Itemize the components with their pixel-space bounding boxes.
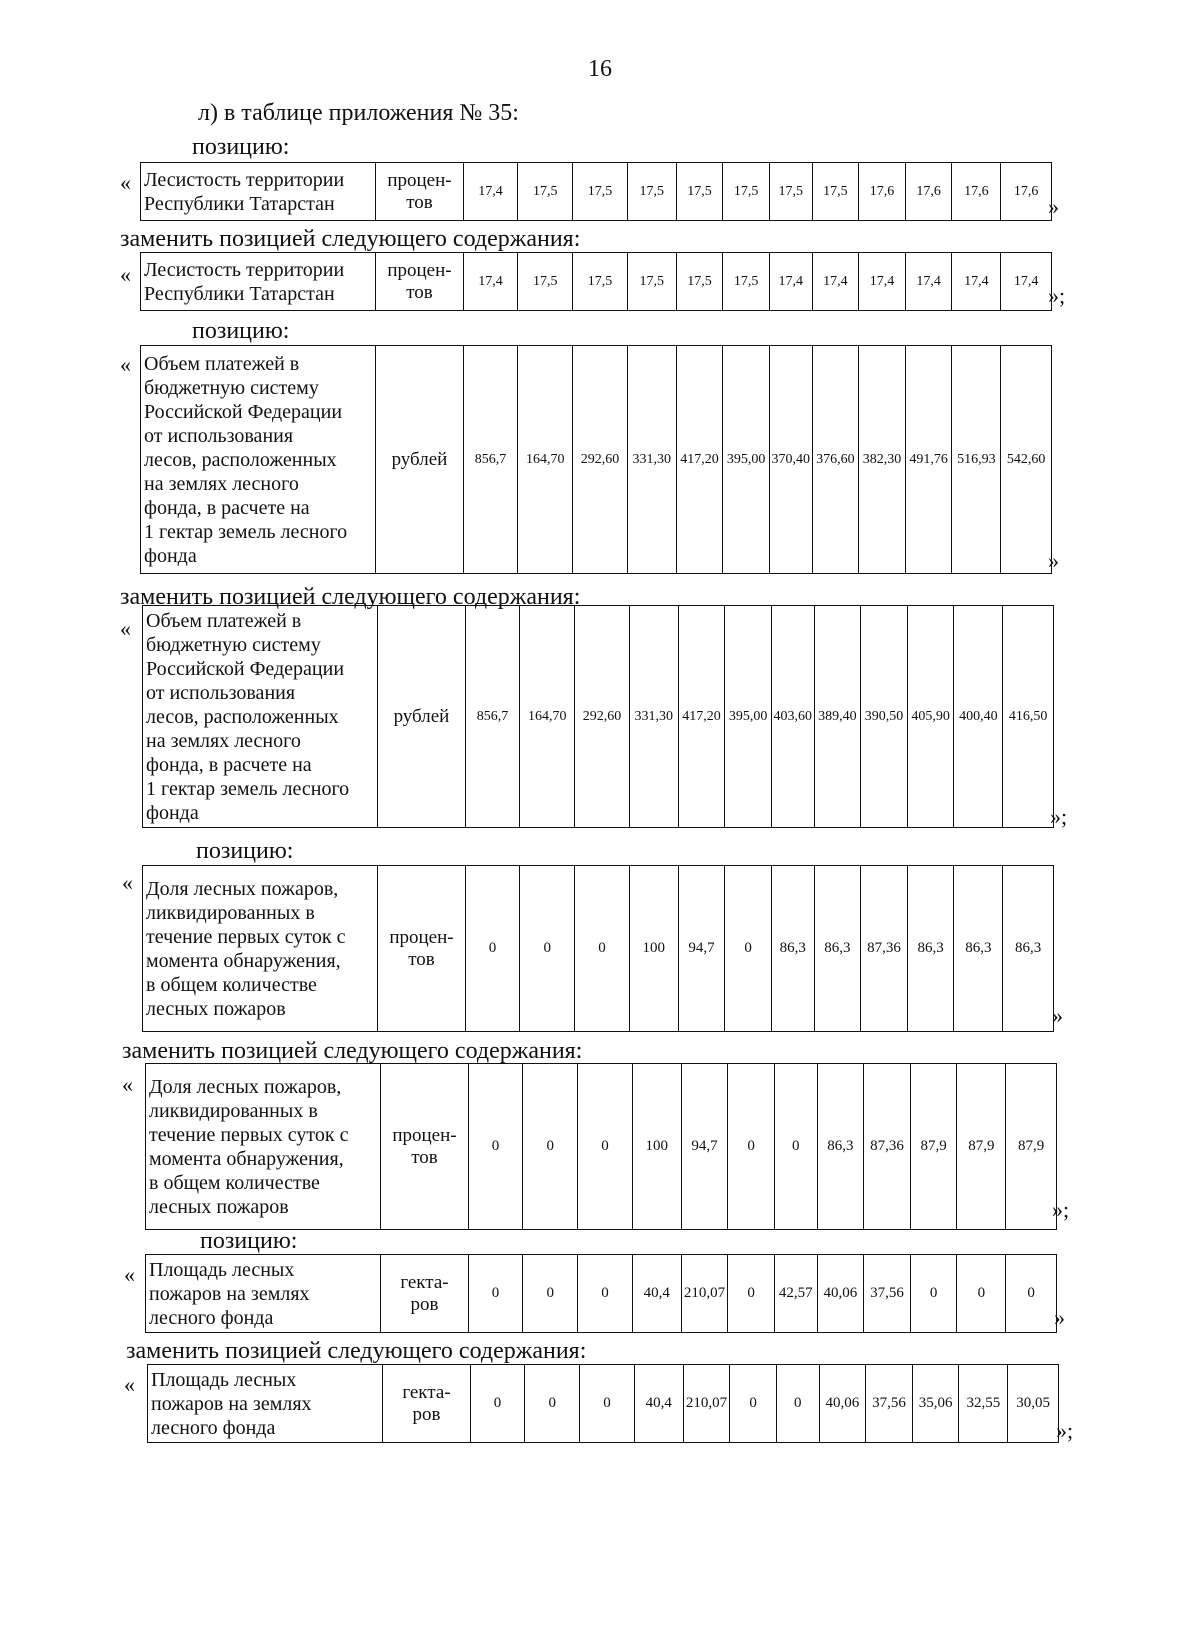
value-cell: 542,60	[1001, 346, 1052, 574]
value-cell: 17,5	[518, 163, 573, 221]
intro-line: л) в таблице приложения № 35:	[198, 100, 519, 126]
value-cell: 164,70	[520, 606, 575, 828]
indicator-name-line: лесных пожаров	[149, 1195, 289, 1218]
unit-line: рублей	[391, 448, 448, 470]
indicator-name-line: Российской Федерации	[144, 400, 343, 423]
value-cell: 17,4	[463, 163, 518, 221]
unit-cell	[378, 606, 465, 828]
table-fires-area-old	[145, 1254, 1057, 1333]
close-quote-semicolon: »;	[1050, 804, 1068, 829]
indicator-name-line: лесного фонда	[149, 1306, 274, 1329]
indicator-name-line: бюджетную систему	[144, 376, 319, 399]
close-quote: »	[1052, 1003, 1063, 1028]
value-cell: 0	[468, 1064, 523, 1230]
value-cell: 32,55	[959, 1365, 1008, 1443]
value-cell: 100	[629, 866, 678, 1032]
value-cell: 0	[470, 1365, 525, 1443]
value-cell: 86,3	[771, 866, 814, 1032]
value-cell: 37,56	[866, 1365, 913, 1443]
position-label: позицию:	[192, 134, 290, 160]
value-cell: 0	[728, 1255, 775, 1333]
open-quote: «	[122, 870, 133, 895]
value-cell: 17,4	[463, 253, 518, 311]
indicator-name-line: лесов, расположенных	[144, 448, 337, 471]
value-cell: 40,06	[817, 1255, 864, 1333]
indicator-name-line: Республики Татарстан	[144, 282, 335, 305]
indicator-name	[141, 253, 376, 311]
indicator-name-line: Объем платежей в	[146, 609, 302, 632]
value-cell: 87,9	[957, 1064, 1006, 1230]
value-cell: 0	[523, 1255, 578, 1333]
value-cell: 0	[575, 866, 630, 1032]
value-cell: 210,07	[681, 1255, 728, 1333]
indicator-name-line: в общем количестве	[146, 973, 317, 996]
unit-line: тов	[406, 191, 433, 213]
indicator-name-line: Объем платежей в	[144, 352, 300, 375]
value-cell: 35,06	[912, 1365, 959, 1443]
value-cell: 0	[774, 1064, 817, 1230]
open-quote: «	[124, 1372, 135, 1397]
unit-line: ров	[412, 1403, 441, 1425]
table-fires-area-new	[147, 1364, 1059, 1443]
unit-line: рублей	[393, 705, 450, 727]
value-cell: 400,40	[954, 606, 1003, 828]
value-cell: 17,6	[905, 163, 952, 221]
value-cell: 86,3	[1003, 866, 1054, 1032]
value-cell: 40,4	[632, 1255, 681, 1333]
value-cell: 417,20	[678, 606, 725, 828]
open-quote: «	[120, 170, 131, 195]
unit-line: тов	[408, 948, 435, 970]
indicator-name-line: 1 гектар земель лесного	[144, 520, 348, 543]
position-label: позицию:	[196, 838, 294, 864]
table-fires-share-old	[142, 865, 1054, 1032]
value-cell: 86,3	[814, 866, 861, 1032]
indicator-name-line: фонда	[146, 801, 199, 824]
indicator-name-line: Лесистость территории	[144, 258, 345, 281]
value-cell: 17,5	[627, 163, 676, 221]
indicator-name-line: Доля лесных пожаров,	[149, 1075, 342, 1098]
indicator-name-line: Лесистость территории	[144, 168, 345, 191]
indicator-name-line: момента обнаружения,	[146, 949, 341, 972]
close-quote-semicolon: »;	[1048, 283, 1066, 308]
value-cell: 42,57	[774, 1255, 817, 1333]
value-cell: 86,3	[907, 866, 954, 1032]
indicator-name-line: ликвидированных в	[146, 901, 315, 924]
value-cell: 395,00	[725, 606, 772, 828]
value-cell: 17,6	[1001, 163, 1052, 221]
unit-line: процен-	[389, 926, 454, 948]
value-cell: 100	[632, 1064, 681, 1230]
indicator-name	[141, 163, 376, 221]
unit-line: процен-	[387, 259, 452, 281]
value-cell: 17,5	[723, 163, 770, 221]
value-cell: 516,93	[952, 346, 1001, 574]
open-quote: «	[122, 1072, 133, 1097]
indicator-name	[141, 346, 376, 574]
value-cell: 382,30	[859, 346, 906, 574]
value-cell: 94,7	[678, 866, 725, 1032]
open-quote: «	[124, 1262, 135, 1287]
value-cell: 17,5	[676, 163, 723, 221]
value-cell: 0	[957, 1255, 1006, 1333]
unit-line: процен-	[387, 169, 452, 191]
value-cell: 376,60	[812, 346, 859, 574]
indicator-name-line: Доля лесных пожаров,	[146, 877, 339, 900]
indicator-name-line: в общем количестве	[149, 1171, 320, 1194]
indicator-name-line: пожаров на землях	[151, 1392, 312, 1415]
value-cell: 210,07	[683, 1365, 730, 1443]
table-fires-share-new	[145, 1063, 1057, 1230]
replace-label: заменить позицией следующего содержания:	[120, 584, 581, 610]
value-cell: 0	[728, 1064, 775, 1230]
value-cell: 86,3	[954, 866, 1003, 1032]
value-cell: 856,7	[465, 606, 520, 828]
value-cell: 491,76	[905, 346, 952, 574]
indicator-name-line: лесного фонда	[151, 1416, 276, 1439]
indicator-name-line: Республики Татарстан	[144, 192, 335, 215]
unit-line: гекта-	[400, 1271, 449, 1293]
value-cell: 292,60	[573, 346, 628, 574]
open-quote: «	[120, 616, 131, 641]
value-cell: 417,20	[676, 346, 723, 574]
value-cell: 331,30	[627, 346, 676, 574]
value-cell: 331,30	[629, 606, 678, 828]
unit-cell	[376, 346, 463, 574]
close-quote: »	[1054, 1305, 1065, 1330]
indicator-name-line: момента обнаружения,	[149, 1147, 344, 1170]
value-cell: 87,36	[864, 1064, 911, 1230]
value-cell: 389,40	[814, 606, 861, 828]
unit-cell	[378, 866, 465, 1032]
unit-line: тов	[411, 1146, 438, 1168]
unit-line: тов	[406, 281, 433, 303]
value-cell: 17,5	[769, 163, 812, 221]
close-quote: »	[1048, 548, 1059, 573]
value-cell: 292,60	[575, 606, 630, 828]
indicator-name-line: Площадь лесных	[151, 1368, 297, 1391]
indicator-name-line: течение первых суток с	[146, 925, 346, 948]
unit-line: процен-	[392, 1124, 457, 1146]
value-cell: 87,9	[910, 1064, 957, 1230]
value-cell: 416,50	[1003, 606, 1054, 828]
value-cell: 17,4	[1001, 253, 1052, 311]
table-forest-cover-new	[140, 252, 1052, 311]
value-cell: 17,4	[812, 253, 859, 311]
unit-cell	[381, 1255, 468, 1333]
table-payments-new	[142, 605, 1054, 828]
indicator-name-line: от использования	[146, 681, 296, 704]
unit-cell	[376, 163, 463, 221]
indicator-name-line: фонда, в расчете на	[144, 496, 310, 519]
close-quote-semicolon: »;	[1052, 1197, 1070, 1222]
value-cell: 17,6	[859, 163, 906, 221]
indicator-name	[146, 1255, 381, 1333]
table-payments-old	[140, 345, 1052, 574]
table-forest-cover-old	[140, 162, 1052, 221]
value-cell: 164,70	[518, 346, 573, 574]
indicator-name-line: фонда	[144, 544, 197, 567]
value-cell: 87,36	[861, 866, 908, 1032]
value-cell: 370,40	[769, 346, 812, 574]
value-cell: 0	[578, 1064, 633, 1230]
position-label: позицию:	[192, 318, 290, 344]
unit-line: гекта-	[402, 1381, 451, 1403]
indicator-name-line: лесных пожаров	[146, 997, 286, 1020]
open-quote: «	[120, 262, 131, 287]
value-cell: 405,90	[907, 606, 954, 828]
value-cell: 86,3	[817, 1064, 864, 1230]
value-cell: 0	[730, 1365, 777, 1443]
open-quote: «	[120, 352, 131, 377]
indicator-name	[146, 1064, 381, 1230]
replace-label: заменить позицией следующего содержания:	[122, 1038, 583, 1064]
value-cell: 403,60	[771, 606, 814, 828]
indicator-name-line: фонда, в расчете на	[146, 753, 312, 776]
close-quote: »	[1048, 194, 1059, 219]
value-cell: 0	[580, 1365, 635, 1443]
replace-label: заменить позицией следующего содержания:	[120, 226, 581, 252]
value-cell: 0	[1006, 1255, 1057, 1333]
unit-cell	[381, 1064, 468, 1230]
indicator-name-line: Площадь лесных	[149, 1258, 295, 1281]
value-cell: 17,5	[518, 253, 573, 311]
value-cell: 17,5	[723, 253, 770, 311]
value-cell: 17,5	[627, 253, 676, 311]
value-cell: 0	[910, 1255, 957, 1333]
value-cell: 0	[578, 1255, 633, 1333]
indicator-name-line: на землях лесного	[144, 472, 299, 495]
position-label: позицию:	[200, 1228, 298, 1254]
indicator-name-line: пожаров на землях	[149, 1282, 310, 1305]
value-cell: 0	[468, 1255, 523, 1333]
indicator-name	[148, 1365, 383, 1443]
value-cell: 0	[465, 866, 520, 1032]
page-number: 16	[588, 56, 612, 82]
value-cell: 17,5	[573, 253, 628, 311]
replace-label: заменить позицией следующего содержания:	[126, 1338, 587, 1364]
unit-cell	[383, 1365, 470, 1443]
value-cell: 17,4	[952, 253, 1001, 311]
value-cell: 17,6	[952, 163, 1001, 221]
value-cell: 0	[520, 866, 575, 1032]
indicator-name-line: течение первых суток с	[149, 1123, 349, 1146]
unit-cell	[376, 253, 463, 311]
value-cell: 17,4	[859, 253, 906, 311]
value-cell: 94,7	[681, 1064, 728, 1230]
indicator-name-line: от использования	[144, 424, 294, 447]
value-cell: 37,56	[864, 1255, 911, 1333]
value-cell: 0	[725, 866, 772, 1032]
indicator-name	[143, 606, 378, 828]
value-cell: 856,7	[463, 346, 518, 574]
value-cell: 17,5	[812, 163, 859, 221]
value-cell: 17,5	[573, 163, 628, 221]
indicator-name	[143, 866, 378, 1032]
value-cell: 0	[525, 1365, 580, 1443]
value-cell: 17,4	[905, 253, 952, 311]
indicator-name-line: Российской Федерации	[146, 657, 345, 680]
value-cell: 395,00	[723, 346, 770, 574]
indicator-name-line: лесов, расположенных	[146, 705, 339, 728]
value-cell: 87,9	[1006, 1064, 1057, 1230]
indicator-name-line: ликвидированных в	[149, 1099, 318, 1122]
value-cell: 17,4	[769, 253, 812, 311]
value-cell: 0	[776, 1365, 819, 1443]
value-cell: 17,5	[676, 253, 723, 311]
value-cell: 0	[523, 1064, 578, 1230]
value-cell: 40,06	[819, 1365, 866, 1443]
close-quote-semicolon: »;	[1056, 1418, 1074, 1443]
indicator-name-line: на землях лесного	[146, 729, 301, 752]
value-cell: 30,05	[1008, 1365, 1059, 1443]
value-cell: 390,50	[861, 606, 908, 828]
value-cell: 40,4	[634, 1365, 683, 1443]
unit-line: ров	[410, 1293, 439, 1315]
indicator-name-line: 1 гектар земель лесного	[146, 777, 350, 800]
indicator-name-line: бюджетную систему	[146, 633, 321, 656]
